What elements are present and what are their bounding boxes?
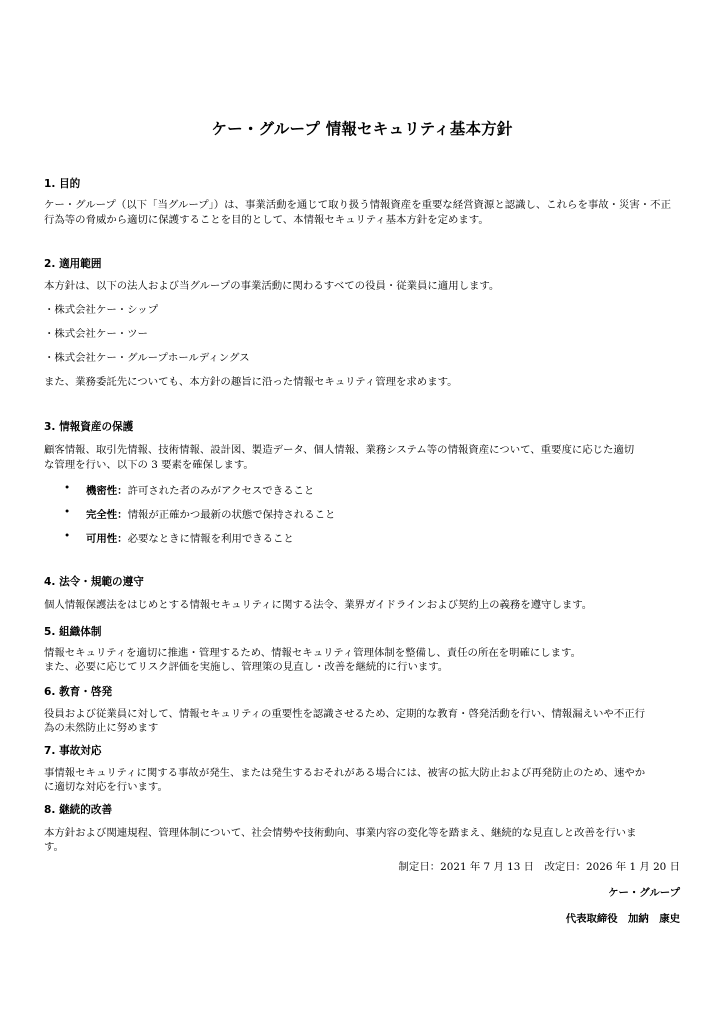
section-2-heading: 2. 適用範囲 xyxy=(44,258,102,270)
section-4-text-line-1: 個人情報保護法をはじめとする情報セキュリティに関する法令、業界ガイドラインおよび契約上の義務を遵守します。 xyxy=(44,599,593,611)
section-8-text-line-2: す。 xyxy=(44,841,64,853)
signatory: 代表取締役 加納 康史 xyxy=(565,913,680,925)
company-item-1: ・株式会社ケー・シップ xyxy=(44,304,159,316)
section-3-text-line-2: な管理を行い、以下の 3 要素を確保します。 xyxy=(44,459,254,471)
document-title: ケー・グループ 情報セキュリティ基本方針 xyxy=(211,120,513,138)
section-7-heading: 7. 事故対応 xyxy=(44,745,102,757)
bullet-term: 完全性： xyxy=(86,509,128,521)
section-8-heading: 8. 継続的改善 xyxy=(44,804,113,816)
section-5-heading: 5. 組織体制 xyxy=(44,626,102,638)
bullet-term: 可用性： xyxy=(86,533,128,545)
section-1-heading: 1. 目的 xyxy=(44,178,81,190)
bullet-term: 機密性： xyxy=(86,485,128,497)
bullet-desc: 必要なときに情報を利用できること xyxy=(127,533,294,545)
document-dates: 制定日：2021 年 7 月 13 日 改定日：2026 年 1 月 20 日 xyxy=(398,861,680,873)
section-6-heading: 6. 教育・啓発 xyxy=(44,686,113,698)
bullet-desc: 許可された者のみがアクセスできること xyxy=(127,485,315,497)
section-3-text-line-1: 顧客情報、取引先情報、技術情報、設計図、製造データ、個人情報、業務システム等の情報資産について、重要度に応じた適切 xyxy=(44,444,635,456)
section-1-text-line-1: ケー・グループ（以下「当グループ」）は、事業活動を通じて取り扱う情報資産を重要な経営資源と認識し、これらを事故・災害・不正 xyxy=(44,199,671,211)
section-5-text-line-2: また、必要に応じてリスク評価を実施し、管理策の見直し・改善を継続的に行います。 xyxy=(44,661,449,673)
section-6-text-line-2: 為の未然防止に努めます xyxy=(44,722,159,734)
section-2-intro: 本方針は、以下の法人および当グループの事業活動に関わるすべての役員・従業員に適用します。 xyxy=(44,280,500,292)
section-1-text-line-2: 行為等の脅威から適切に保護することを目的として、本情報セキュリティ基本方針を定めます。 xyxy=(44,214,489,226)
section-7-text-line-2: に適切な対応を行います。 xyxy=(44,781,168,793)
company-item-3: ・株式会社ケー・グループホールディングス xyxy=(44,352,250,364)
bullet-marker: • xyxy=(64,506,71,518)
section-4-heading: 4. 法令・規範の遵守 xyxy=(44,576,144,588)
section-8-text-line-1: 本方針および関連規程、管理体制について、社会情勢や技術動向、事業内容の変化等を踏まえ、継続的な見直しと改善を行いま xyxy=(44,827,637,839)
section-7-text-line-1: 事情報セキュリティに関する事故が発生、または発生するおそれがある場合には、被害の拡大防止および再発防止のため、速やか xyxy=(44,767,646,779)
bullet-desc: 情報が正確かつ最新の状態で保持されること xyxy=(127,509,336,521)
organization-name: ケー・グループ xyxy=(608,887,680,899)
company-item-2: ・株式会社ケー・ツー xyxy=(44,328,148,340)
section-3-heading: 3. 情報資産の保護 xyxy=(44,421,134,433)
section-2-outro: また、業務委託先についても、本方針の趣旨に沿った情報セキュリティ管理を求めます。 xyxy=(44,376,458,388)
bullet-marker: • xyxy=(64,530,71,542)
section-5-text-line-1: 情報セキュリティを適切に推進・管理するため、情報セキュリティ管理体制を整備し、責任の所在を明確にします。 xyxy=(44,647,581,659)
section-6-text-line-1: 役員および従業員に対して、情報セキュリティの重要性を認識させるため、定期的な教育・啓発活動を行い、情報漏えいや不正行 xyxy=(44,708,645,720)
bullet-marker: • xyxy=(64,482,71,494)
